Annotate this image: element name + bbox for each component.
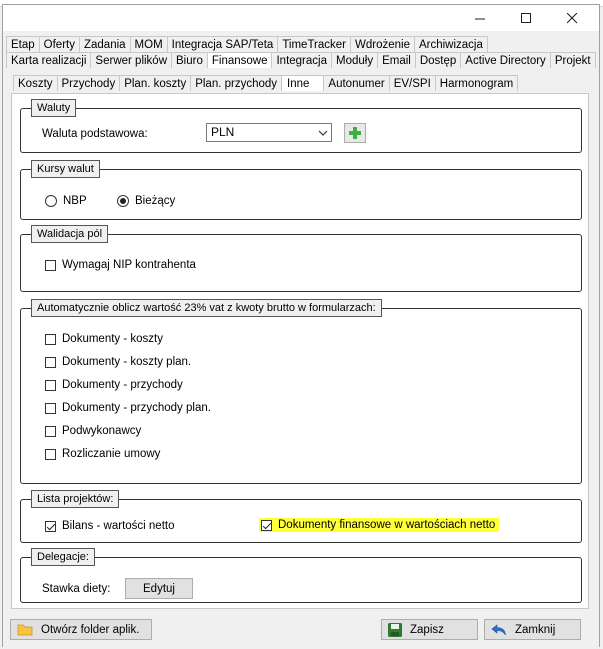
close-icon [567, 13, 578, 24]
close-label: Zamknij [515, 623, 556, 636]
checkbox-dokumenty-koszty[interactable] [45, 333, 163, 345]
tab-email[interactable]: Email [377, 52, 416, 68]
checkbox-dokumenty-przychody-box[interactable] [45, 380, 56, 391]
minimize-button[interactable] [457, 5, 503, 31]
tab-biuro[interactable]: Biuro [171, 52, 208, 68]
group-delegacje [20, 551, 582, 603]
group-vat-legend: Automatycznie oblicz wartość 23% vat z kwoty brutto w formularzach: [31, 299, 382, 317]
close-window-button[interactable] [484, 619, 581, 640]
stawka-diety-label: Stawka diety: [42, 583, 111, 595]
checkbox-dokumenty-finansowe-netto-box[interactable] [261, 520, 272, 531]
tab-inne[interactable]: Inne [281, 75, 324, 91]
tab-moduly[interactable]: Moduły [331, 52, 378, 68]
group-kursy-walut [20, 163, 582, 220]
checkbox-dokumenty-finansowe-netto-label: Dokumenty finansowe w wartościach netto [278, 519, 496, 531]
tab-integracja[interactable]: Integracja [271, 52, 332, 68]
checkbox-podwykonawcy-box[interactable] [45, 426, 56, 437]
checkbox-wymagaj-nip-box[interactable] [45, 260, 56, 271]
tab-serwer-plikow[interactable]: Serwer plików [90, 52, 172, 68]
tab-dostep[interactable]: Dostęp [415, 52, 461, 68]
tab-plan-przychody[interactable]: Plan. przychody [190, 75, 282, 91]
chevron-down-icon [318, 126, 328, 143]
checkbox-dokumenty-koszty-plan-box[interactable] [45, 357, 56, 368]
tab-plan-koszty[interactable]: Plan. koszty [119, 75, 191, 91]
tab-autonumer[interactable]: Autonumer [323, 75, 389, 91]
radio-nbp-label: NBP [63, 195, 87, 207]
tab-projekt[interactable]: Projekt [550, 52, 596, 68]
tab-oferty[interactable]: Oferty [39, 36, 80, 52]
checkbox-dokumenty-koszty-label: Dokumenty - koszty [62, 333, 163, 345]
tab-karta-realizacji[interactable]: Karta realizacji [6, 52, 91, 68]
checkbox-bilans-netto-box[interactable] [45, 521, 56, 532]
tab-row-3 [13, 75, 517, 91]
checkbox-dokumenty-koszty-box[interactable] [45, 334, 56, 345]
checkbox-dokumenty-finansowe-netto[interactable] [259, 518, 499, 532]
checkbox-rozliczanie-umowy[interactable] [45, 448, 160, 460]
close-button[interactable] [549, 5, 595, 31]
maximize-button[interactable] [503, 5, 549, 31]
tab-przychody[interactable]: Przychody [57, 75, 121, 91]
checkbox-bilans-netto-label: Bilans - wartości netto [62, 520, 175, 532]
waluta-podstawowa-label: Waluta podstawowa: [42, 128, 148, 140]
bottom-bar [3, 615, 599, 648]
edytuj-button[interactable]: Edytuj [125, 578, 193, 599]
tab-harmonogram[interactable]: Harmonogram [435, 75, 519, 91]
tab-timetracker[interactable]: TimeTracker [277, 36, 351, 52]
save-button[interactable] [381, 619, 478, 640]
group-walidacja-pol [20, 228, 582, 292]
tab-mom[interactable]: MOM [130, 36, 168, 52]
tab-archiwizacja[interactable]: Archiwizacja [414, 36, 488, 52]
maximize-icon [521, 13, 532, 24]
save-icon [388, 623, 402, 637]
checkbox-dokumenty-koszty-plan-label: Dokumenty - koszty plan. [62, 356, 192, 368]
group-lista-projektow [20, 493, 582, 543]
tab-etap[interactable]: Etap [6, 36, 40, 52]
radio-biezacy[interactable] [117, 195, 175, 207]
radio-nbp-circle[interactable] [45, 195, 57, 207]
group-waluty-legend: Waluty [31, 99, 76, 117]
tab-wdrozenie[interactable]: Wdrożenie [350, 36, 415, 52]
tab-koszty[interactable]: Koszty [13, 75, 58, 91]
group-projekty-legend: Lista projektów: [31, 490, 119, 508]
group-auto-vat [20, 302, 582, 484]
checkbox-dokumenty-przychody-plan[interactable] [45, 402, 211, 414]
radio-biezacy-circle[interactable] [117, 195, 129, 207]
checkbox-bilans-netto[interactable] [45, 520, 175, 532]
checkbox-podwykonawcy[interactable] [45, 425, 141, 437]
title-bar [3, 5, 599, 31]
checkbox-rozliczanie-umowy-label: Rozliczanie umowy [62, 448, 161, 460]
checkbox-dokumenty-przychody-label: Dokumenty - przychody [62, 379, 183, 391]
tab-active-directory[interactable]: Active Directory [460, 52, 551, 68]
tab-zadania[interactable]: Zadania [79, 36, 131, 52]
tab-row-1 [6, 36, 487, 52]
radio-biezacy-label: Bieżący [135, 195, 176, 207]
tab-row-2 [6, 52, 595, 68]
open-folder-label: Otwórz folder aplik. [41, 623, 140, 636]
open-folder-button[interactable] [10, 619, 152, 640]
checkbox-dokumenty-koszty-plan[interactable] [45, 356, 191, 368]
checkbox-wymagaj-nip[interactable] [45, 259, 196, 271]
waluta-podstawowa-select[interactable] [206, 123, 332, 142]
tab-ev-spi[interactable]: EV/SPI [389, 75, 436, 91]
tab-finansowe[interactable]: Finansowe [207, 52, 273, 68]
group-kursy-legend: Kursy walut [31, 160, 100, 178]
tab-integracja-sap[interactable]: Integracja SAP/Teta [167, 36, 279, 52]
folder-icon [17, 623, 33, 636]
radio-nbp[interactable] [45, 195, 87, 207]
undo-arrow-icon [491, 623, 507, 637]
checkbox-dokumenty-przychody-plan-label: Dokumenty - przychody plan. [62, 402, 211, 414]
group-delegacje-legend: Delegacje: [31, 548, 95, 566]
tab-content-inne [11, 93, 589, 609]
group-waluty [20, 102, 582, 153]
plus-icon [348, 126, 362, 140]
checkbox-wymagaj-nip-label: Wymagaj NIP kontrahenta [62, 259, 196, 271]
checkbox-dokumenty-przychody[interactable] [45, 379, 183, 391]
checkbox-podwykonawcy-label: Podwykonawcy [62, 425, 142, 437]
checkbox-dokumenty-przychody-plan-box[interactable] [45, 403, 56, 414]
group-walidacja-legend: Walidacja pól [31, 225, 108, 243]
settings-window [2, 4, 600, 647]
add-currency-button[interactable] [344, 123, 366, 143]
checkbox-rozliczanie-umowy-box[interactable] [45, 449, 56, 460]
save-label: Zapisz [410, 623, 444, 636]
waluta-podstawowa-value: PLN [211, 125, 235, 139]
minimize-icon [475, 13, 486, 24]
